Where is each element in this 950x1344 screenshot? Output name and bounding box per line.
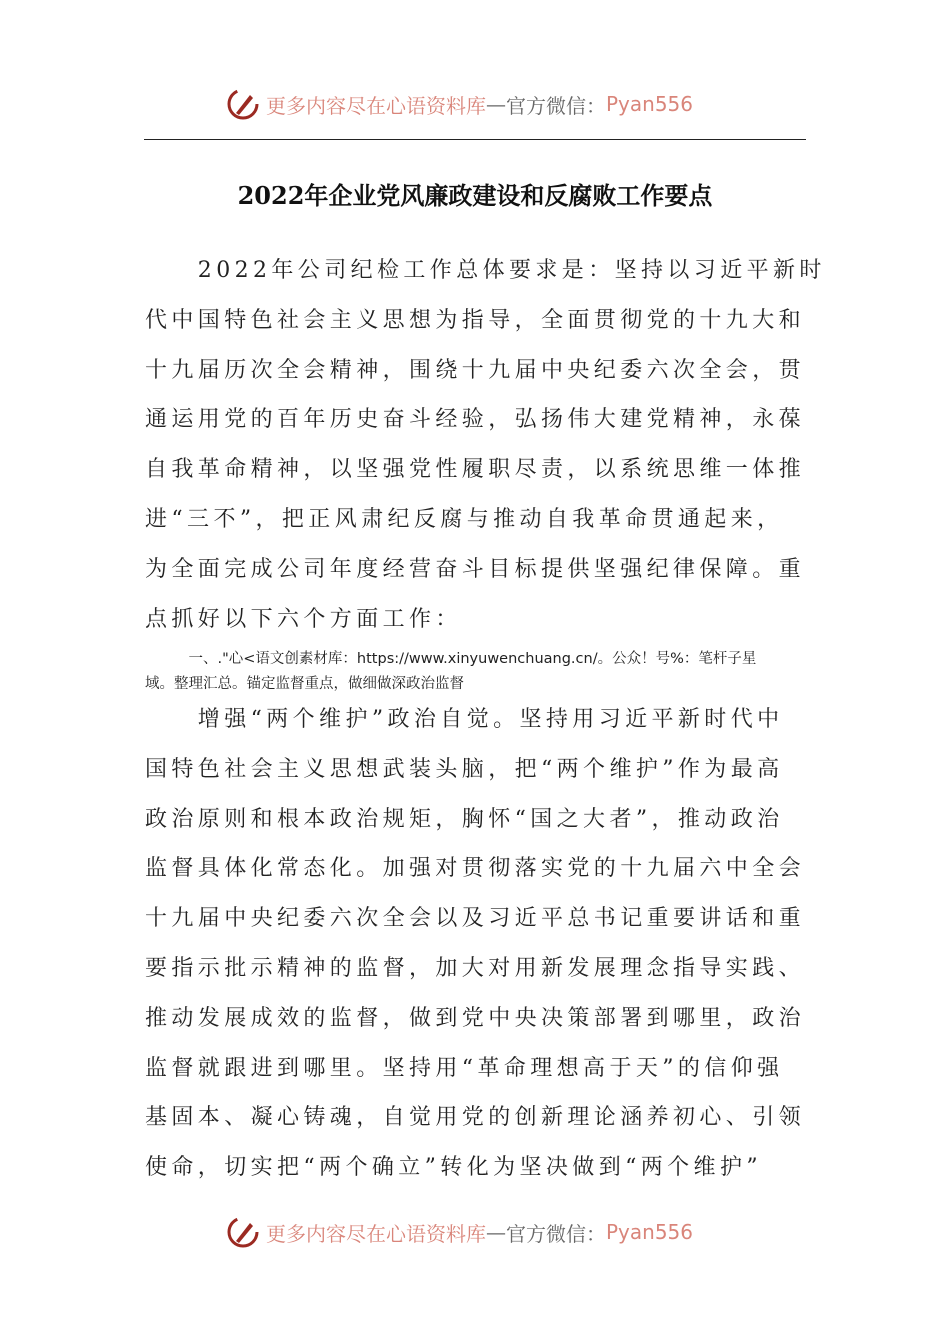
text-line: 一、."心<语文创素材库：https://www.xinyuwenchuang.cn/。公众！号%：笔杆子星 xyxy=(145,651,757,667)
text-line: 使命，切实把“两个确立”转化为坚决做到“两个维护” xyxy=(145,1155,762,1181)
text-line: 通运用党的百年历史奋斗经验，弘扬伟大建党精神，永葆 xyxy=(145,407,806,433)
text-line: 国特色社会主义思想武装头脑，把“两个维护”作为最高 xyxy=(145,756,784,782)
banner-text: 更多内容尽在心语资料库 xyxy=(266,93,486,118)
text-line: 十九届中央纪委六次全会以及习近平总书记重要讲话和重 xyxy=(145,906,806,932)
banner-label: 官方微信： xyxy=(506,93,606,118)
text-line: 2022年公司纪检工作总体要求是：坚持以习近平新时 xyxy=(145,258,826,283)
text-line: 基固本、凝心铸魂，自觉用党的创新理论涵养初心、引领 xyxy=(145,1105,806,1131)
header-rule xyxy=(144,139,806,140)
document-title: 2022年企业党风廉政建设和反腐败工作要点 xyxy=(237,181,713,210)
pen-logo-icon xyxy=(226,1215,260,1249)
banner-dash: — xyxy=(486,1220,506,1244)
text-line: 代中国特色社会主义思想为指导，全面贯彻党的十九大和 xyxy=(145,307,806,333)
text-line: 要指示批示精神的监督，加大对用新发展理念指导实践、 xyxy=(145,956,806,981)
banner-wechat-id: Pyan556 xyxy=(606,1220,694,1244)
header-banner xyxy=(226,84,726,124)
pen-logo-icon xyxy=(226,87,260,121)
text-line: 自我革命精神，以坚强党性履职尽责，以系统思维一体推 xyxy=(145,457,806,483)
text-line: 增强“两个维护”政治自觉。坚持用习近平新时代中 xyxy=(145,707,784,732)
text-line: 监督具体化常态化。加强对贯彻落实党的十九届六中全会 xyxy=(145,856,806,882)
text-line: 监督就跟进到哪里。坚持用“革命理想高于天”的信仰强 xyxy=(145,1055,784,1081)
banner-text: 更多内容尽在心语资料库 xyxy=(266,1221,486,1246)
text-line: 十九届历次全会精神，围绕十九届中央纪委六次全会，贯 xyxy=(145,357,806,383)
banner-label: 官方微信： xyxy=(506,1221,606,1246)
text-line: 政治原则和根本政治规矩，胸怀“国之大者”，推动政治 xyxy=(145,806,784,832)
text-line: 域。整理汇总。锚定监督重点，做细做深政治监督 xyxy=(145,676,464,692)
banner-dash: — xyxy=(486,92,506,116)
banner-wechat-id: Pyan556 xyxy=(606,92,694,116)
footer-banner xyxy=(226,1212,726,1252)
text-line: 为全面完成公司年度经营奋斗目标提供坚强纪律保障。重 xyxy=(145,556,806,582)
text-line: 推动发展成效的监督，做到党中央决策部署到哪里，政治 xyxy=(145,1005,806,1031)
text-line: 进“三不”，把正风肃纪反腐与推动自我革命贯通起来， xyxy=(145,507,784,532)
text-line: 点抓好以下六个方面工作： xyxy=(145,606,462,632)
